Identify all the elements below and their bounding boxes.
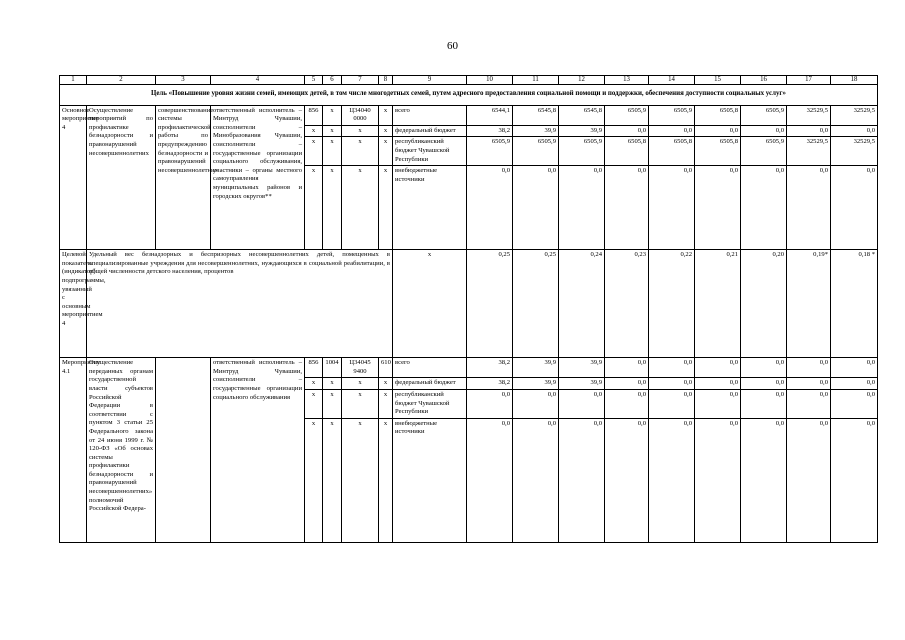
goal-text: Цель «Повышение уровня жизни семей, имеющих детей, в том числе многодетных семей, путем адресного предоставления социальной помощи и поддержки, обеспечения доступности социальных услуг» <box>60 85 878 106</box>
measure41-name: Осуществление переданных органам государственной власти субъектов Российской Федерации в соответствии с пунктом 3 статьи 25 Федерального закона от 24 июня 1999 г. № 120-ФЗ «Об основах системы профилактики безнадзорности и правонарушений несовершеннолетних» полномочий Российской Федера- <box>87 358 156 543</box>
budget-code: х <box>379 389 393 418</box>
value-cell: 0,0 <box>605 418 649 542</box>
measure41-executor: ответственный исполнитель – Минтруд Чувашии, соисполнители – государственные организации социального обслуживания <box>211 358 305 543</box>
indicator-value: 0,21 <box>695 250 741 358</box>
indicator-value: 0,18 * <box>831 250 878 358</box>
value-cell: 38,2 <box>467 378 513 390</box>
value-cell: 6505,9 <box>649 105 695 125</box>
budget-code: х <box>305 418 323 542</box>
value-cell: 38,2 <box>467 125 513 137</box>
value-cell: 0,0 <box>831 125 878 137</box>
column-number: 18 <box>831 76 878 85</box>
budget-code: 1004 <box>323 358 342 378</box>
column-number: 7 <box>342 76 379 85</box>
value-cell: 6505,9 <box>605 105 649 125</box>
value-cell: 0,0 <box>695 378 741 390</box>
value-cell: 0,0 <box>787 125 831 137</box>
value-cell: 0,0 <box>695 358 741 378</box>
value-cell: 6545,8 <box>559 105 605 125</box>
value-cell: 39,9 <box>559 378 605 390</box>
indicator-value: 0,22 <box>649 250 695 358</box>
budget-code: х <box>305 137 323 166</box>
value-cell: 39,9 <box>513 358 559 378</box>
indicator-row <box>60 250 878 358</box>
page-number: 60 <box>447 40 458 52</box>
value-cell: 0,0 <box>787 389 831 418</box>
budget-code: 610 <box>379 358 393 378</box>
budget-code: х <box>305 166 323 250</box>
value-cell: 0,0 <box>467 389 513 418</box>
indicator-cross: х <box>393 250 467 358</box>
value-cell: 0,0 <box>467 418 513 542</box>
budget-code: х <box>323 166 342 250</box>
value-cell: 32529,5 <box>787 105 831 125</box>
value-cell: 0,0 <box>831 389 878 418</box>
program-table-sheet <box>59 75 875 543</box>
value-cell: 0,0 <box>513 418 559 542</box>
value-cell: 0,0 <box>831 358 878 378</box>
column-number: 8 <box>379 76 393 85</box>
value-cell: 0,0 <box>649 389 695 418</box>
budget-code: х <box>342 137 379 166</box>
budget-code: х <box>305 378 323 390</box>
value-cell: 0,0 <box>741 358 787 378</box>
indicator-label: Целевой показатель (индикатор) подпрограммы, увязанный с основным мероприятием 4 <box>60 250 87 358</box>
value-cell: 39,9 <box>513 378 559 390</box>
value-cell: 6545,8 <box>513 105 559 125</box>
measure4-purpose: совершенствование системы профилактической работы по предупреждению безнадзорности и правонарушений несовершеннолетних <box>156 105 211 250</box>
budget-code: х <box>323 125 342 137</box>
budget-code: х <box>305 389 323 418</box>
value-cell: 0,0 <box>695 389 741 418</box>
budget-code: х <box>342 378 379 390</box>
value-cell: 6505,9 <box>559 137 605 166</box>
indicator-value: 0,25 <box>513 250 559 358</box>
value-cell: 0,0 <box>513 389 559 418</box>
value-cell: 0,0 <box>649 418 695 542</box>
budget-code: х <box>342 389 379 418</box>
budget-code: х <box>379 125 393 137</box>
funding-source: всего <box>393 105 467 125</box>
value-cell: 0,0 <box>787 378 831 390</box>
value-cell: 0,0 <box>695 418 741 542</box>
budget-code: х <box>379 137 393 166</box>
value-cell: 39,9 <box>559 125 605 137</box>
budget-code: Ц34040 0000 <box>342 105 379 125</box>
measure4-name: Осуществление мероприятий по профилактике безнадзорности и правонарушений несовершеннолетних <box>87 105 156 250</box>
value-cell: 0,0 <box>513 166 559 250</box>
column-number: 4 <box>211 76 305 85</box>
value-cell: 6505,9 <box>741 137 787 166</box>
indicator-text: Удельный вес безнадзорных и беспризорных несовершеннолетних детей, помещенных в специализированные учреждения для несовершеннолетних, нуждающихся в социальной реабилитации, в общей численности детского населения, процентов <box>87 250 393 358</box>
value-cell: 0,0 <box>787 358 831 378</box>
funding-source: федеральный бюджет <box>393 125 467 137</box>
value-cell: 0,0 <box>787 166 831 250</box>
column-number: 9 <box>393 76 467 85</box>
budget-code: х <box>379 105 393 125</box>
value-cell: 0,0 <box>695 166 741 250</box>
value-cell: 0,0 <box>649 358 695 378</box>
column-number: 5 <box>305 76 323 85</box>
budget-code: х <box>342 418 379 542</box>
program-table <box>59 75 878 543</box>
value-cell: 0,0 <box>605 378 649 390</box>
budget-code: х <box>342 125 379 137</box>
value-cell: 0,0 <box>605 166 649 250</box>
column-number: 17 <box>787 76 831 85</box>
measure41-status: Мероприятие 4.1 <box>60 358 87 543</box>
value-cell: 6505,8 <box>695 105 741 125</box>
funding-source: внебюджетные источники <box>393 166 467 250</box>
funding-source: республиканский бюджет Чувашской Республики <box>393 137 467 166</box>
value-cell: 0,0 <box>467 166 513 250</box>
budget-code: х <box>323 105 342 125</box>
column-number: 12 <box>559 76 605 85</box>
column-number: 13 <box>605 76 649 85</box>
column-number: 1 <box>60 76 87 85</box>
column-number-row <box>60 76 878 85</box>
value-cell: 0,0 <box>831 378 878 390</box>
indicator-value: 0,25 <box>467 250 513 358</box>
budget-code: х <box>323 378 342 390</box>
measure41-row-total <box>60 358 878 378</box>
value-cell: 0,0 <box>605 389 649 418</box>
column-number: 14 <box>649 76 695 85</box>
value-cell: 0,0 <box>559 418 605 542</box>
value-cell: 0,0 <box>741 166 787 250</box>
column-number: 11 <box>513 76 559 85</box>
value-cell: 39,9 <box>513 125 559 137</box>
measure4-row-total <box>60 105 878 125</box>
value-cell: 6505,9 <box>467 137 513 166</box>
value-cell: 0,0 <box>605 358 649 378</box>
value-cell: 6505,9 <box>513 137 559 166</box>
funding-source: федеральный бюджет <box>393 378 467 390</box>
indicator-value: 0,23 <box>605 250 649 358</box>
value-cell: 0,0 <box>605 125 649 137</box>
indicator-value: 0,20 <box>741 250 787 358</box>
budget-code: 856 <box>305 105 323 125</box>
funding-source: внебюджетные источники <box>393 418 467 542</box>
value-cell: 6544,1 <box>467 105 513 125</box>
budget-code: х <box>379 378 393 390</box>
budget-code: х <box>323 389 342 418</box>
measure41-purpose <box>156 358 211 543</box>
funding-source: всего <box>393 358 467 378</box>
measure4-status: Основное мероприятие 4 <box>60 105 87 250</box>
value-cell: 0,0 <box>741 418 787 542</box>
column-number: 15 <box>695 76 741 85</box>
budget-code: х <box>305 125 323 137</box>
indicator-value: 0,24 <box>559 250 605 358</box>
value-cell: 0,0 <box>695 125 741 137</box>
value-cell: 0,0 <box>741 125 787 137</box>
goal-row <box>60 85 878 106</box>
value-cell: 6505,9 <box>741 105 787 125</box>
value-cell: 6505,8 <box>649 137 695 166</box>
value-cell: 0,0 <box>649 125 695 137</box>
value-cell: 6505,8 <box>695 137 741 166</box>
budget-code: х <box>323 137 342 166</box>
column-number: 2 <box>87 76 156 85</box>
column-number: 10 <box>467 76 513 85</box>
value-cell: 0,0 <box>787 418 831 542</box>
value-cell: 0,0 <box>649 378 695 390</box>
value-cell: 39,9 <box>559 358 605 378</box>
value-cell: 32529,5 <box>787 137 831 166</box>
value-cell: 0,0 <box>831 418 878 542</box>
measure4-executor: ответственный исполнитель – Минтруд Чувашии, соисполнители – Минобразования Чувашии, соисполнители – государственные организации социального обслуживания, участники – органы местного самоуправления муниципальных районов и городских округов** <box>211 105 305 250</box>
column-number: 3 <box>156 76 211 85</box>
value-cell: 32529,5 <box>831 137 878 166</box>
value-cell: 0,0 <box>649 166 695 250</box>
value-cell: 6505,8 <box>605 137 649 166</box>
funding-source: республиканский бюджет Чувашской Республики <box>393 389 467 418</box>
value-cell: 38,2 <box>467 358 513 378</box>
column-number: 6 <box>323 76 342 85</box>
column-number: 16 <box>741 76 787 85</box>
value-cell: 0,0 <box>559 166 605 250</box>
budget-code: х <box>323 418 342 542</box>
indicator-value: 0,19* <box>787 250 831 358</box>
value-cell: 0,0 <box>559 389 605 418</box>
budget-code: х <box>342 166 379 250</box>
value-cell: 0,0 <box>741 378 787 390</box>
budget-code: х <box>379 418 393 542</box>
budget-code: 856 <box>305 358 323 378</box>
value-cell: 32529,5 <box>831 105 878 125</box>
value-cell: 0,0 <box>741 389 787 418</box>
budget-code: Ц34045 9400 <box>342 358 379 378</box>
value-cell: 0,0 <box>831 166 878 250</box>
budget-code: х <box>379 166 393 250</box>
